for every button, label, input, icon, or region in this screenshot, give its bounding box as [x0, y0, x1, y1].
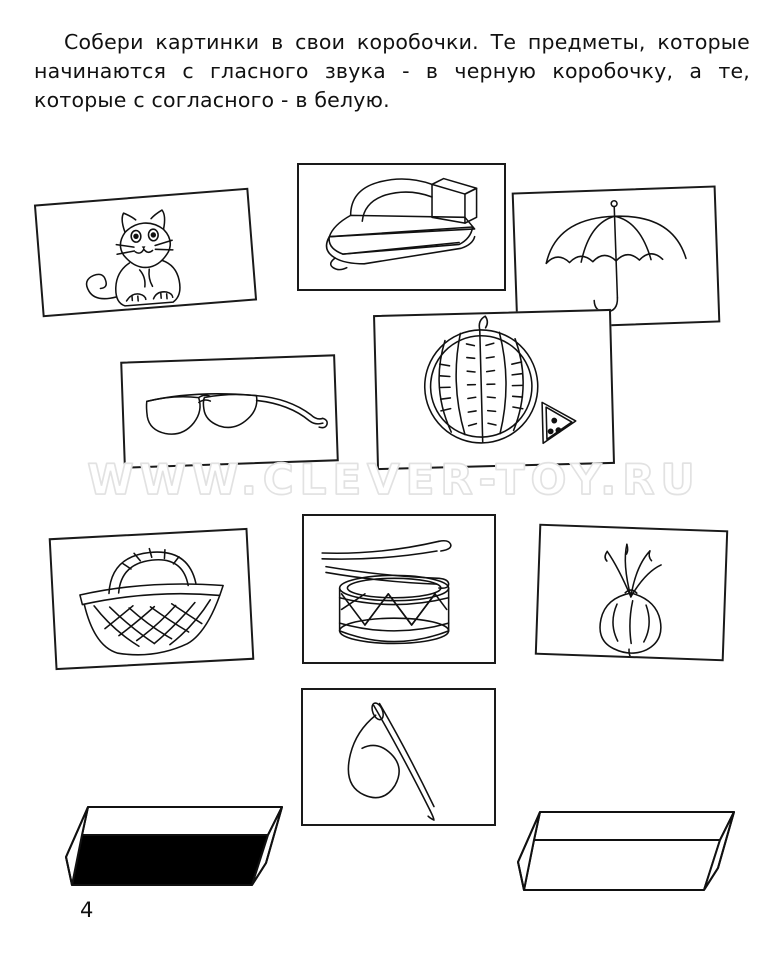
onion-icon: [537, 526, 726, 659]
box-white[interactable]: [512, 800, 742, 900]
card-basket[interactable]: [49, 528, 255, 670]
black-box-icon: [60, 795, 290, 895]
card-glasses[interactable]: [120, 354, 339, 468]
glasses-icon: [122, 356, 336, 466]
watermelon-icon: [375, 311, 613, 468]
card-watermelon[interactable]: [373, 309, 615, 470]
white-box-icon: [512, 800, 742, 900]
box-black[interactable]: [60, 795, 290, 895]
instruction-text: [34, 28, 750, 115]
instruction-line-3: коробочку, а те, которые с согласного - в белую.: [34, 59, 751, 112]
page-number: 4: [80, 898, 94, 922]
card-needle[interactable]: [301, 688, 496, 826]
iron-icon: [299, 165, 504, 289]
instruction-line-1: Собери картинки в свои коробочки. Те предметы,: [64, 30, 646, 54]
basket-icon: [51, 530, 252, 668]
card-drum[interactable]: [302, 514, 496, 664]
instruction-line-2: которые начинаются с гласного звука - в черную: [34, 30, 750, 83]
card-onion[interactable]: [535, 524, 728, 662]
card-iron[interactable]: [297, 163, 506, 291]
cat-icon: [36, 190, 255, 315]
card-cat[interactable]: [34, 188, 257, 318]
umbrella-icon: [514, 188, 719, 328]
needle-icon: [303, 690, 494, 824]
card-umbrella[interactable]: [512, 185, 721, 329]
drum-icon: [304, 516, 494, 662]
watermark: WWW.CLEVER-TOY.RU: [87, 455, 701, 504]
